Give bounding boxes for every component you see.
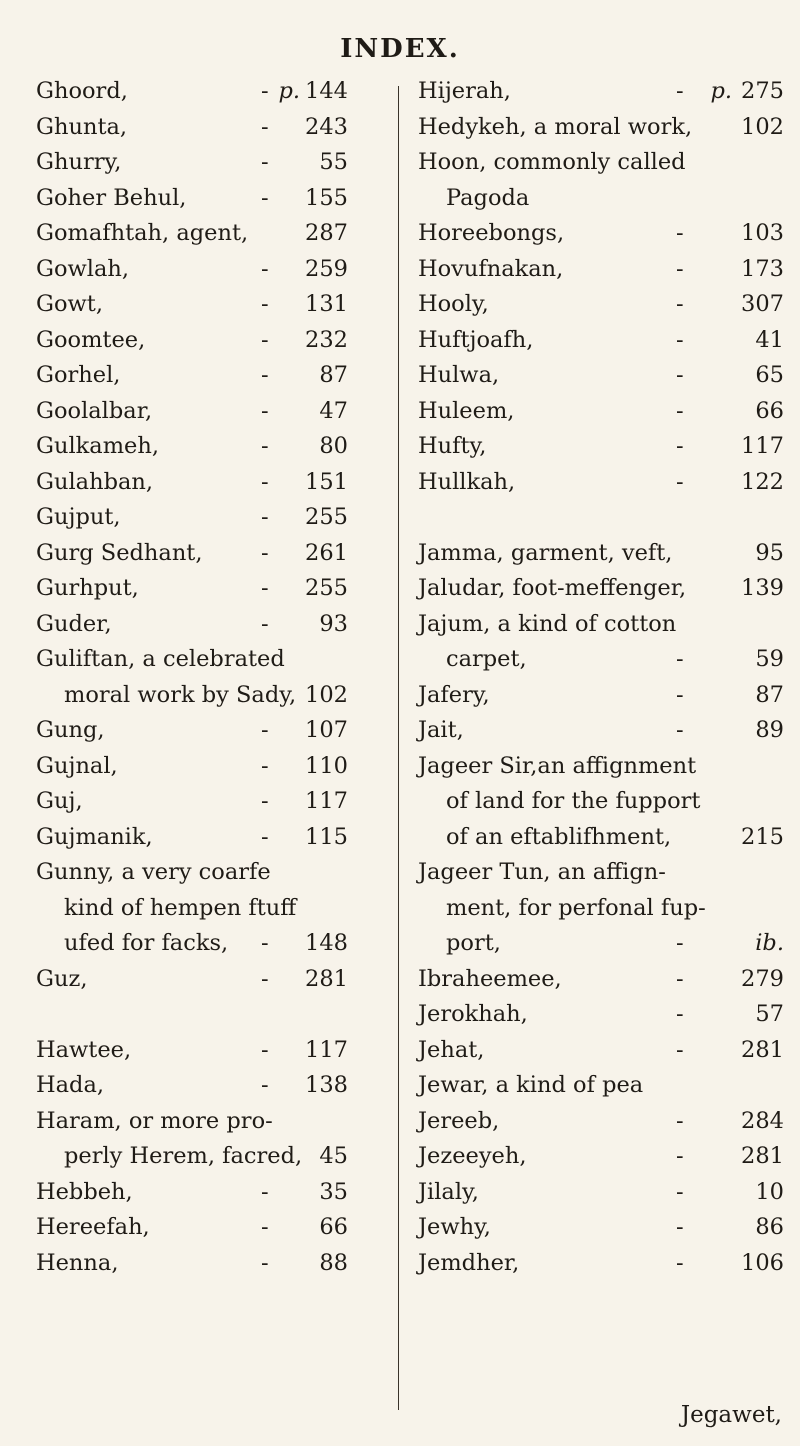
entry-dash: -: [261, 504, 269, 530]
entry-term: Haram, or more pro-: [36, 1107, 273, 1134]
entry-dash: -: [676, 1249, 684, 1276]
entry-page-number: 255: [305, 575, 348, 601]
entry-term: Jageer Sir,an affignment: [418, 752, 697, 779]
entry-dash: -: [261, 1214, 269, 1240]
entry-term: Jait,: [418, 717, 464, 743]
entry-term: Hullkah,: [418, 468, 516, 495]
entry-term: Jehat,: [418, 1036, 485, 1063]
index-entry: [36, 1210, 386, 1246]
entry-page-number: 122: [741, 468, 784, 495]
index-entry: [418, 855, 784, 891]
entry-page-number: 155: [305, 184, 348, 211]
entry-term: Henna,: [36, 1249, 119, 1276]
entry-term: Ghurry,: [36, 149, 122, 175]
entry-page-number: 243: [305, 113, 348, 140]
entry-term: Jaludar, foot-meffenger,: [418, 575, 687, 601]
index-entry: [418, 110, 784, 146]
entry-page-number: 144: [305, 78, 348, 104]
entry-term: Goomtee,: [36, 326, 146, 353]
index-column-right: [418, 74, 784, 1281]
entry-term: Hooly,: [418, 291, 489, 317]
entry-term: Gurg Sedhant,: [36, 539, 203, 566]
entry-page-number: 57: [755, 1001, 784, 1027]
entry-page-number: 115: [305, 823, 348, 850]
entry-term: of an eftablifhment,: [446, 823, 672, 850]
entry-page-number: 106: [741, 1249, 784, 1276]
entry-term: Huleem,: [418, 397, 515, 424]
index-entry: [36, 784, 386, 820]
entry-page-number: 102: [741, 113, 784, 140]
index-entry: [418, 820, 784, 856]
page-header: INDEX.: [340, 34, 460, 64]
entry-term: Hijerah,: [418, 78, 511, 104]
page-prefix: p.: [278, 78, 300, 104]
index-entry: [36, 607, 386, 643]
entry-page-number: 110: [305, 752, 348, 779]
entry-dash: -: [261, 1178, 269, 1205]
index-entry: [36, 358, 386, 394]
entry-term: Jemdher,: [418, 1249, 520, 1276]
entry-term: of land for the fupport: [446, 788, 701, 814]
index-entry: [36, 465, 386, 501]
entry-dash: -: [261, 326, 269, 353]
entry-page-number: 65: [755, 362, 784, 388]
index-entry: [36, 429, 386, 465]
entry-dash: -: [261, 184, 269, 211]
entry-dash: -: [676, 220, 684, 246]
index-entry: [418, 891, 784, 927]
entry-term: Gurhput,: [36, 575, 139, 601]
entry-term: Hoon, commonly called: [418, 149, 686, 175]
index-entry: [36, 1175, 386, 1211]
entry-page-number: 35: [319, 1178, 348, 1205]
entry-page-number: 55: [319, 149, 348, 175]
entry-term: Pagoda: [446, 184, 530, 211]
index-entry: [36, 1068, 386, 1104]
entry-dash: -: [676, 78, 684, 104]
index-entry: [418, 252, 784, 288]
entry-dash: -: [261, 930, 269, 956]
entry-dash: -: [676, 291, 684, 317]
index-entry: [36, 749, 386, 785]
index-entry: [36, 145, 386, 181]
index-entry: [36, 1104, 386, 1140]
entry-dash: -: [261, 1249, 269, 1276]
index-entry: [418, 465, 784, 501]
entry-dash: -: [676, 1036, 684, 1063]
entry-term: Hulwa,: [418, 362, 500, 388]
entry-dash: -: [676, 1178, 684, 1205]
index-entry: [418, 1210, 784, 1246]
entry-term: Gomafhtah, agent,: [36, 220, 249, 246]
entry-dash: -: [676, 397, 684, 424]
entry-page-number: 275: [741, 78, 784, 104]
entry-dash: -: [261, 78, 269, 104]
index-entry: [418, 1033, 784, 1069]
index-entry: [36, 394, 386, 430]
index-entry: [36, 962, 386, 998]
entry-page-number: 117: [305, 1036, 348, 1063]
entry-term: Hebbeh,: [36, 1178, 133, 1205]
entry-page-number: 255: [305, 504, 348, 530]
index-entry: [418, 1104, 784, 1140]
entry-page-number: 148: [305, 930, 348, 956]
entry-dash: -: [261, 362, 269, 388]
section-gap: [418, 500, 784, 536]
entry-term: moral work by Sady,: [64, 681, 297, 708]
entry-term: Jerokhah,: [418, 1001, 528, 1027]
index-entry: [36, 820, 386, 856]
entry-dash: -: [676, 681, 684, 708]
entry-page-number: 87: [319, 362, 348, 388]
entry-page-number: 284: [741, 1107, 784, 1134]
index-entry: [36, 287, 386, 323]
entry-page-number: 41: [755, 326, 784, 353]
index-entry: [418, 962, 784, 998]
entry-term: Jajum, a kind of cotton: [418, 610, 677, 637]
index-entry: [418, 429, 784, 465]
entry-dash: -: [676, 255, 684, 282]
entry-term: Jereeb,: [418, 1107, 500, 1134]
entry-page-number: 66: [755, 397, 784, 424]
index-entry: [36, 181, 386, 217]
entry-term: Guder,: [36, 610, 112, 637]
entry-term: Jamma, garment, veft,: [418, 539, 673, 566]
entry-dash: -: [676, 326, 684, 353]
entry-page-number: 215: [741, 823, 784, 850]
entry-term: Gulahban,: [36, 468, 154, 495]
entry-term: Gunny, a very coarfe: [36, 859, 271, 885]
index-entry: [36, 926, 386, 962]
entry-page-number: 307: [741, 291, 784, 317]
entry-term: Jafery,: [418, 681, 490, 708]
entry-dash: -: [261, 539, 269, 566]
index-entry: [418, 1175, 784, 1211]
index-entry: [36, 323, 386, 359]
index-entry: [418, 536, 784, 572]
entry-term: Goher Behul,: [36, 184, 187, 211]
entry-dash: -: [261, 1036, 269, 1063]
index-entry: [36, 1033, 386, 1069]
index-entry: [418, 323, 784, 359]
index-entry: [418, 145, 784, 181]
entry-page-number: 232: [305, 326, 348, 353]
index-entry: [418, 678, 784, 714]
entry-page-number: 102: [305, 681, 348, 708]
index-entry: [418, 181, 784, 217]
entry-page-number: 95: [755, 539, 784, 566]
index-entry: [36, 500, 386, 536]
entry-page-number: 117: [305, 788, 348, 814]
column-divider: [398, 86, 399, 1410]
entry-term: ment, for perfonal fup-: [446, 894, 706, 921]
entry-dash: -: [676, 930, 684, 956]
index-entry: [36, 713, 386, 749]
entry-page-number: 173: [741, 255, 784, 282]
entry-term: Gulkameh,: [36, 433, 160, 459]
index-entry: [418, 784, 784, 820]
entry-dash: -: [261, 291, 269, 317]
index-entry: [418, 997, 784, 1033]
entry-dash: -: [261, 113, 269, 140]
entry-dash: -: [261, 610, 269, 637]
index-entry: [36, 110, 386, 146]
section-gap: [36, 997, 386, 1033]
entry-page-number: 259: [305, 255, 348, 282]
entry-term: Hawtee,: [36, 1036, 132, 1063]
entry-dash: -: [676, 965, 684, 992]
entry-page-number: 87: [755, 681, 784, 708]
entry-term: Horeebongs,: [418, 220, 565, 246]
entry-term: Ghunta,: [36, 113, 128, 140]
entry-dash: -: [261, 397, 269, 424]
entry-dash: -: [261, 575, 269, 601]
entry-term: Guj,: [36, 788, 83, 814]
index-entry: [36, 1246, 386, 1282]
index-entry: [36, 1139, 386, 1175]
entry-page-number: 47: [319, 397, 348, 424]
entry-term: Jilaly,: [418, 1178, 479, 1205]
index-entry: [418, 713, 784, 749]
index-entry: [418, 571, 784, 607]
entry-term: Guz,: [36, 965, 88, 992]
entry-term: Hedykeh, a moral work,: [418, 113, 693, 140]
entry-page-number: 151: [305, 468, 348, 495]
entry-term: Gujnal,: [36, 752, 118, 779]
entry-term: Ghoord,: [36, 78, 128, 104]
entry-term: Gung,: [36, 717, 105, 743]
index-entry: [36, 536, 386, 572]
entry-term: Gujmanik,: [36, 823, 153, 850]
entry-term: Goolalbar,: [36, 397, 153, 424]
entry-term: Guliftan, a celebrated: [36, 646, 285, 672]
entry-page-number: 261: [305, 539, 348, 566]
entry-dash: -: [261, 717, 269, 743]
entry-term: Jewhy,: [418, 1214, 491, 1240]
index-entry: [418, 1068, 784, 1104]
entry-page-number: 117: [741, 433, 784, 459]
entry-dash: -: [261, 965, 269, 992]
entry-dash: -: [676, 1001, 684, 1027]
entry-page-number: 88: [319, 1249, 348, 1276]
catchword: Jegawet,: [680, 1402, 782, 1428]
index-entry: [418, 926, 784, 962]
entry-dash: -: [261, 752, 269, 779]
index-entry: [36, 678, 386, 714]
entry-term: Gowlah,: [36, 255, 130, 282]
entry-term: ufed for facks,: [64, 930, 229, 956]
entry-page-number: 59: [755, 646, 784, 672]
entry-dash: -: [261, 255, 269, 282]
index-entry: [36, 571, 386, 607]
entry-page-number: 281: [305, 965, 348, 992]
index-entry: [36, 216, 386, 252]
entry-dash: -: [676, 1214, 684, 1240]
entry-page-number: 107: [305, 717, 348, 743]
entry-dash: -: [676, 717, 684, 743]
entry-dash: -: [261, 823, 269, 850]
entry-dash: -: [676, 362, 684, 388]
entry-term: Jewar, a kind of pea: [418, 1072, 644, 1098]
index-entry: [36, 74, 386, 110]
entry-term: carpet,: [446, 646, 527, 672]
entry-dash: -: [676, 646, 684, 672]
entry-page-number: 45: [319, 1143, 348, 1169]
entry-term: Hada,: [36, 1072, 105, 1098]
entry-page-number: 93: [319, 610, 348, 637]
entry-page-number: 287: [305, 220, 348, 246]
index-entry: [418, 216, 784, 252]
entry-page-number: 281: [741, 1036, 784, 1063]
entry-page-number: 10: [755, 1178, 784, 1205]
entry-page-number: 139: [741, 575, 784, 601]
index-entry: [418, 358, 784, 394]
entry-page-number: 131: [305, 291, 348, 317]
entry-term: port,: [446, 930, 501, 956]
entry-term: kind of hempen ftuff: [64, 894, 297, 921]
entry-term: Gorhel,: [36, 362, 121, 388]
index-entry: [36, 642, 386, 678]
entry-page-number: 279: [741, 965, 784, 992]
entry-term: Huftjoafh,: [418, 326, 534, 353]
index-entry: [36, 891, 386, 927]
index-column-left: [36, 74, 386, 1281]
index-entry: [36, 252, 386, 288]
entry-page-number: ib.: [755, 930, 784, 956]
entry-dash: -: [261, 433, 269, 459]
entry-dash: -: [676, 468, 684, 495]
entry-page-number: 66: [319, 1214, 348, 1240]
entry-page-number: 138: [305, 1072, 348, 1098]
entry-page-number: 80: [319, 433, 348, 459]
index-entry: [418, 1139, 784, 1175]
entry-term: Ibraheemee,: [418, 965, 562, 992]
index-entry: [418, 1246, 784, 1282]
entry-page-number: 86: [755, 1214, 784, 1240]
index-entry: [418, 607, 784, 643]
entry-dash: -: [261, 1072, 269, 1098]
index-entry: [36, 855, 386, 891]
entry-term: perly Herem, facred,: [64, 1143, 303, 1169]
entry-term: Hereefah,: [36, 1214, 150, 1240]
entry-term: Hovufnakan,: [418, 255, 564, 282]
entry-term: Gowt,: [36, 291, 103, 317]
entry-dash: -: [261, 788, 269, 814]
entry-term: Hufty,: [418, 433, 487, 459]
entry-page-number: 89: [755, 717, 784, 743]
entry-page-number: 103: [741, 220, 784, 246]
entry-term: Jageer Tun, an affign-: [418, 859, 666, 885]
entry-dash: -: [676, 433, 684, 459]
entry-term: Jezeeyeh,: [418, 1143, 527, 1169]
index-entry: [418, 287, 784, 323]
entry-dash: -: [261, 468, 269, 495]
entry-dash: -: [676, 1143, 684, 1169]
entry-term: Gujput,: [36, 504, 121, 530]
index-entry: [418, 74, 784, 110]
page-prefix: p.: [710, 78, 732, 104]
index-entry: [418, 394, 784, 430]
index-entry: [418, 642, 784, 678]
entry-dash: -: [261, 149, 269, 175]
entry-dash: -: [676, 1107, 684, 1134]
index-entry: [418, 749, 784, 785]
entry-page-number: 281: [741, 1143, 784, 1169]
